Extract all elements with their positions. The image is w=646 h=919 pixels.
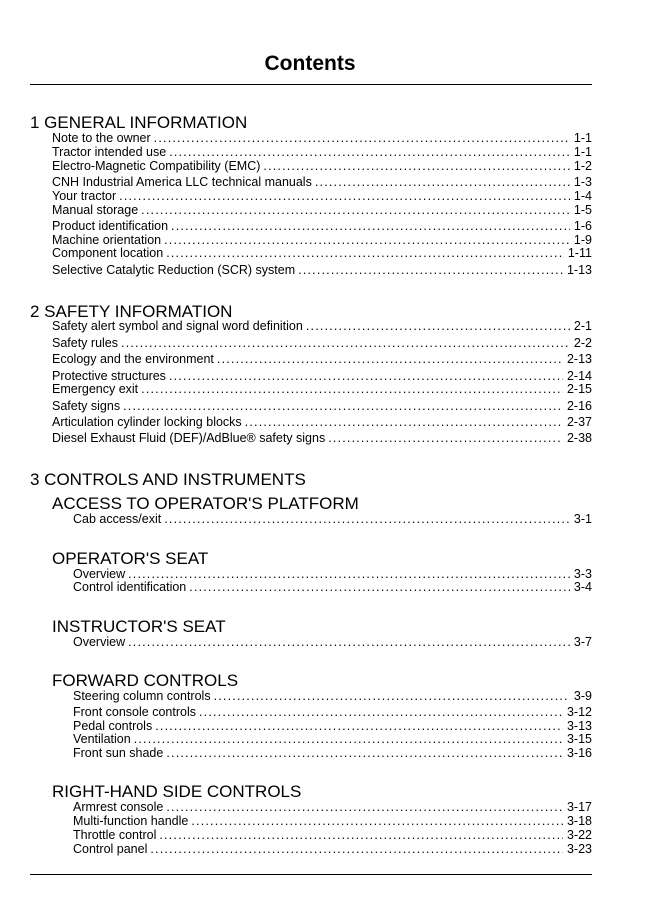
dot-leader bbox=[154, 131, 570, 145]
dot-leader bbox=[169, 145, 570, 159]
toc-entry-page: 3-22 bbox=[566, 828, 592, 842]
toc-entry-label: Electro-Magnetic Compatibility (EMC) bbox=[52, 159, 261, 173]
toc-entry-label: Diesel Exhaust Fluid (DEF)/AdBlue® safety signs bbox=[52, 431, 326, 445]
toc-entry[interactable] bbox=[73, 746, 592, 760]
toc-entry-page: 3-4 bbox=[573, 580, 592, 594]
toc-entry-page: 1-11 bbox=[567, 246, 592, 260]
toc-entry[interactable] bbox=[73, 814, 592, 828]
toc-entry[interactable] bbox=[52, 219, 592, 233]
dot-leader bbox=[214, 689, 570, 703]
toc-entry[interactable] bbox=[52, 352, 592, 366]
toc-entry-label: Control identification bbox=[73, 580, 187, 594]
dot-leader bbox=[245, 415, 563, 429]
toc-entry-page: 3-13 bbox=[566, 719, 592, 733]
dot-leader bbox=[189, 580, 570, 594]
toc-entry-label: Armrest console bbox=[73, 800, 164, 814]
dot-leader bbox=[141, 203, 570, 217]
subsection-heading: FORWARD CONTROLS bbox=[52, 671, 239, 690]
toc-entry-page: 1-6 bbox=[573, 219, 592, 233]
toc-entry-label: Articulation cylinder locking blocks bbox=[52, 415, 242, 429]
dot-leader bbox=[171, 219, 570, 233]
dot-leader bbox=[164, 233, 570, 247]
toc-entry-page: 3-17 bbox=[566, 800, 592, 814]
dot-leader bbox=[328, 431, 563, 445]
subsection-heading: ACCESS TO OPERATOR'S PLATFORM bbox=[52, 494, 359, 513]
toc-entry-page: 1-13 bbox=[566, 263, 592, 277]
dot-leader bbox=[134, 732, 563, 746]
dot-leader bbox=[191, 814, 563, 828]
toc-entry-page: 1-9 bbox=[573, 233, 592, 247]
toc-entry-label: Ventilation bbox=[73, 732, 131, 746]
toc-entry-label: Note to the owner bbox=[52, 131, 151, 145]
toc-entry[interactable] bbox=[73, 689, 592, 703]
toc-entry-label: Safety rules bbox=[52, 336, 119, 350]
toc-entry-label: Tractor intended use bbox=[52, 145, 167, 159]
toc-entry[interactable] bbox=[52, 189, 592, 203]
subsection-heading: RIGHT-HAND SIDE CONTROLS bbox=[52, 782, 302, 801]
toc-entry-label: Safety alert symbol and signal word definition bbox=[52, 319, 303, 333]
toc-entry-page: 3-15 bbox=[566, 732, 592, 746]
toc-entry[interactable] bbox=[52, 203, 592, 217]
toc-entry-page: 1-2 bbox=[573, 159, 592, 173]
toc-entry-page: 2-37 bbox=[566, 415, 592, 429]
toc-entry-page: 3-18 bbox=[566, 814, 592, 828]
page-title: Contents bbox=[264, 52, 356, 75]
dot-leader bbox=[123, 399, 563, 413]
dot-leader bbox=[155, 719, 563, 733]
toc-entry-page: 3-9 bbox=[573, 689, 592, 703]
toc-entry-label: Throttle control bbox=[73, 828, 157, 842]
toc-entry-label: Pedal controls bbox=[73, 719, 153, 733]
toc-entry-label: Protective structures bbox=[52, 369, 166, 383]
toc-entry-page: 1-1 bbox=[573, 131, 592, 145]
dot-leader bbox=[128, 635, 570, 649]
toc-entry-page: 3-3 bbox=[573, 567, 592, 581]
toc-entry-page: 3-7 bbox=[573, 635, 592, 649]
toc-entry-label: Control panel bbox=[73, 842, 148, 856]
dot-leader bbox=[159, 828, 563, 842]
toc-entry-page: 2-16 bbox=[566, 399, 592, 413]
toc-entry-label: CNH Industrial America LLC technical manuals bbox=[52, 175, 312, 189]
toc-entry-page: 3-12 bbox=[566, 705, 592, 719]
toc-entry[interactable] bbox=[52, 399, 592, 413]
toc-entry-page: 2-15 bbox=[566, 382, 592, 396]
dot-leader bbox=[306, 319, 570, 333]
toc-entry-label: Manual storage bbox=[52, 203, 139, 217]
dot-leader bbox=[166, 746, 563, 760]
dot-leader bbox=[164, 512, 570, 526]
subsection-heading: INSTRUCTOR'S SEAT bbox=[52, 617, 226, 636]
toc-entry-label: Emergency exit bbox=[52, 382, 139, 396]
toc-entry-page: 3-16 bbox=[566, 746, 592, 760]
toc-entry[interactable] bbox=[52, 263, 592, 277]
toc-entry-label: Machine orientation bbox=[52, 233, 162, 247]
toc-entry-page: 2-1 bbox=[573, 319, 592, 333]
toc-entry[interactable] bbox=[52, 336, 592, 350]
toc-entry-page: 1-3 bbox=[573, 175, 592, 189]
dot-leader bbox=[141, 382, 563, 396]
section-heading: 2 SAFETY INFORMATION bbox=[30, 302, 233, 321]
toc-entry[interactable] bbox=[52, 369, 592, 383]
dot-leader bbox=[263, 159, 570, 173]
toc-entry[interactable] bbox=[52, 233, 592, 247]
toc-entry-label: Overview bbox=[73, 635, 126, 649]
toc-entry[interactable] bbox=[73, 567, 592, 581]
section-heading: 3 CONTROLS AND INSTRUMENTS bbox=[30, 470, 306, 489]
toc-entry[interactable] bbox=[73, 732, 592, 746]
dot-leader bbox=[199, 705, 563, 719]
dot-leader bbox=[119, 189, 570, 203]
dot-leader bbox=[150, 842, 563, 856]
toc-entry-label: Your tractor bbox=[52, 189, 117, 203]
toc-entry-label: Steering column controls bbox=[73, 689, 211, 703]
dot-leader bbox=[121, 336, 570, 350]
toc-entry[interactable] bbox=[73, 800, 592, 814]
toc-entry[interactable] bbox=[52, 145, 592, 159]
toc-entry[interactable] bbox=[52, 175, 592, 189]
dot-leader bbox=[128, 567, 570, 581]
toc-entry[interactable] bbox=[52, 246, 592, 260]
toc-entry-label: Cab access/exit bbox=[73, 512, 162, 526]
toc-entry-label: Overview bbox=[73, 567, 126, 581]
toc-entry-page: 2-14 bbox=[566, 369, 592, 383]
bottom-rule bbox=[30, 874, 592, 875]
toc-entry-page: 2-2 bbox=[573, 336, 592, 350]
dot-leader bbox=[217, 352, 563, 366]
toc-entry-label: Front console controls bbox=[73, 705, 196, 719]
toc-entry[interactable] bbox=[52, 431, 592, 445]
toc-entry[interactable] bbox=[52, 131, 592, 145]
toc-entry-page: 3-23 bbox=[566, 842, 592, 856]
toc-entry-label: Front sun shade bbox=[73, 746, 164, 760]
toc-entry-page: 3-1 bbox=[573, 512, 592, 526]
dot-leader bbox=[169, 369, 563, 383]
toc-entry[interactable] bbox=[73, 635, 592, 649]
toc-entry[interactable] bbox=[52, 319, 592, 333]
toc-entry-label: Product identification bbox=[52, 219, 169, 233]
dot-leader bbox=[315, 175, 570, 189]
toc-entry-label: Selective Catalytic Reduction (SCR) system bbox=[52, 263, 296, 277]
toc-entry-label: Ecology and the environment bbox=[52, 352, 214, 366]
toc-entry[interactable] bbox=[73, 705, 592, 719]
toc-entry[interactable] bbox=[73, 842, 592, 856]
toc-entry[interactable] bbox=[52, 382, 592, 396]
toc-entry[interactable] bbox=[52, 415, 592, 429]
toc-entry-page: 2-38 bbox=[566, 431, 592, 445]
dot-leader bbox=[166, 800, 563, 814]
toc-entry[interactable] bbox=[73, 580, 592, 594]
dot-leader bbox=[298, 263, 563, 277]
top-rule bbox=[30, 84, 592, 85]
dot-leader bbox=[166, 246, 564, 260]
toc-entry[interactable] bbox=[73, 719, 592, 733]
toc-entry-label: Multi-function handle bbox=[73, 814, 189, 828]
toc-entry-page: 2-13 bbox=[566, 352, 592, 366]
toc-entry-page: 1-4 bbox=[573, 189, 592, 203]
toc-entry-page: 1-5 bbox=[573, 203, 592, 217]
toc-entry[interactable] bbox=[52, 159, 592, 173]
toc-entry-label: Component location bbox=[52, 246, 164, 260]
section-heading: 1 GENERAL INFORMATION bbox=[30, 113, 248, 132]
toc-entry-label: Safety signs bbox=[52, 399, 121, 413]
toc-entry-page: 1-1 bbox=[573, 145, 592, 159]
toc-entry[interactable] bbox=[73, 512, 592, 526]
toc-entry[interactable] bbox=[73, 828, 592, 842]
subsection-heading: OPERATOR'S SEAT bbox=[52, 549, 209, 568]
